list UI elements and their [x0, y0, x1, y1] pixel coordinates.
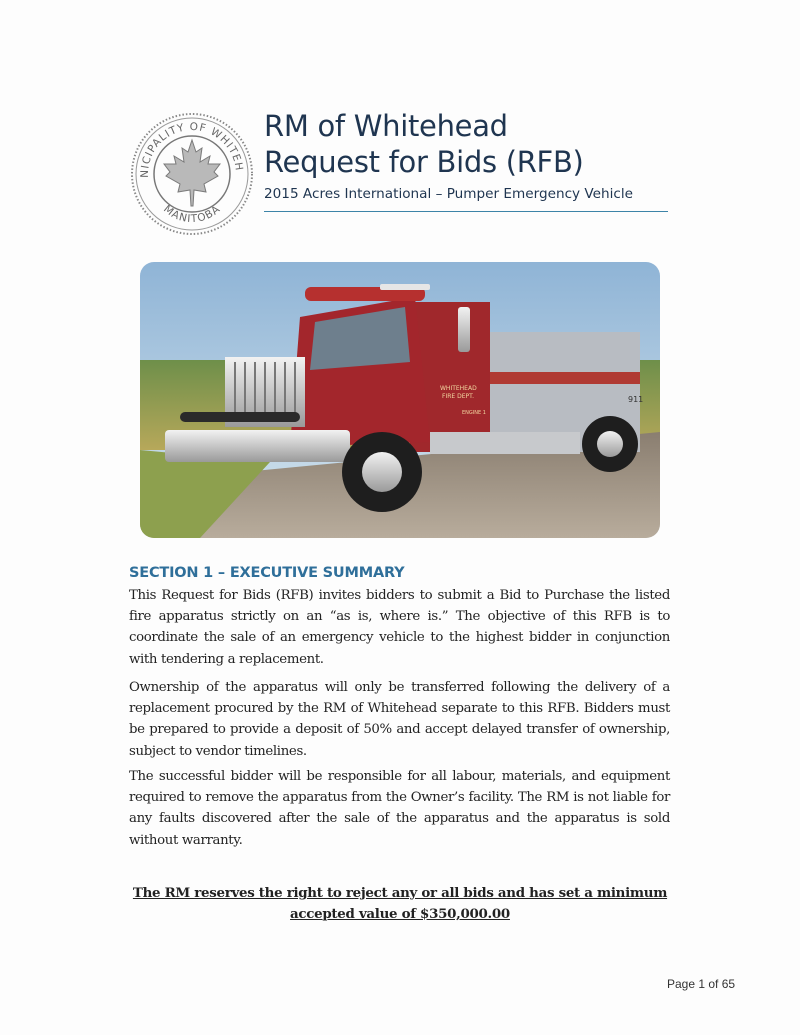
title-block — [264, 108, 668, 204]
municipal-seal-logo — [130, 112, 254, 236]
svg-text:MANITOBA: MANITOBA — [161, 202, 223, 226]
title-line-2: Request for Bids (RFB) — [264, 145, 584, 179]
notice-line-1: The RM reserves the right to reject any or all bids and has set a minimum — [132, 885, 668, 901]
paragraph-1: This Request for Bids (RFB) invites bidders to submit a Bid to Purchase the listed fire apparatus strictly on an “as is, where is.” The objective of this RFB is to coordinate the sale of an emergency vehicle to the highest bidder in conjunction with tendering a replacement. — [129, 588, 670, 667]
notice-line-2: accepted value of $350,000.00 — [290, 906, 510, 922]
svg-text:MUNICIPALITY OF WHITEHEAD: NICIPALITY OF WHITEH — [138, 120, 246, 178]
minimum-value-notice — [130, 883, 670, 925]
title-divider — [264, 211, 668, 212]
svg-text:FIRE DEPT.: FIRE DEPT. — [442, 393, 474, 400]
svg-text:911: 911 — [628, 395, 644, 404]
paragraph-3: The successful bidder will be responsible for all labour, materials, and equipment required to remove the apparatus from the Owner’s facility. The RM is not liable for any faults discovered after the sale of the apparatus and the apparatus is sold without warranty. — [129, 769, 670, 848]
maple-leaf-seal-icon — [130, 112, 254, 236]
section-heading: SECTION 1 – EXECUTIVE SUMMARY — [129, 565, 405, 581]
svg-text:WHITEHEAD: WHITEHEAD — [440, 385, 477, 392]
page-number: Page 1 of 65 — [667, 977, 736, 991]
fire-truck-image — [140, 262, 660, 538]
svg-text:ENGINE 1: ENGINE 1 — [462, 410, 486, 416]
paragraph-2: Ownership of the apparatus will only be transferred following the delivery of a replacement procured by the RM of Whitehead separate to this RFB. Bidders must be prepared to provide a deposit of 50% and accept delayed transfer of ownership, subject to vendor timelines. — [129, 680, 670, 759]
title-line-1: RM of Whitehead — [264, 109, 508, 143]
document-subtitle: 2015 Acres International – Pumper Emergency Vehicle — [264, 186, 634, 202]
fire-truck-photo — [140, 262, 660, 538]
